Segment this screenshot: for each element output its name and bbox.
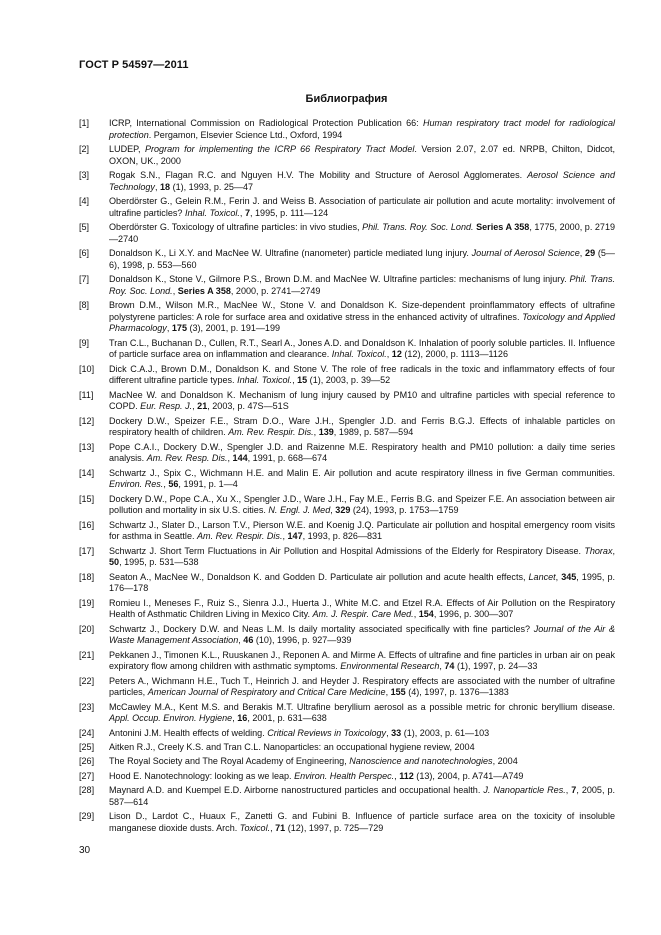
reference-segment: Romieu I., Meneses F., Ruiz S., Sienra J.J., Huerta J., White M.C. and Etzel R.A. Effects of Air Pollution on the Respiratory Health of Asthmatic Children Living in Mexico City.	[109, 597, 615, 620]
reference-segment: ,	[166, 323, 172, 334]
reference-text	[109, 785, 615, 808]
reference-number: [11]	[79, 389, 94, 400]
reference-volume: 155	[390, 687, 406, 698]
reference-segment: , 2003, p. 47S—51S	[207, 401, 289, 412]
reference-text	[109, 222, 615, 245]
reference-segment: Lison D., Lardot C., Huaux F., Zanetti G. and Fubini B. Influence of particle surface area on the toxicity of insoluble manganese dioxide dusts. Arch.	[109, 810, 615, 833]
reference-item	[79, 676, 615, 699]
reference-segment: Antonini J.M. Health effects of welding.	[109, 727, 268, 738]
reference-segment: ,	[385, 687, 391, 698]
reference-item	[79, 702, 615, 725]
reference-text	[109, 338, 615, 361]
reference-segment: (12), 2000, p. 1113—1126	[401, 349, 508, 360]
reference-segment: , 1991, p. 1—4	[178, 479, 238, 490]
reference-segment: ,	[386, 349, 392, 360]
reference-text	[109, 520, 615, 543]
reference-item	[79, 650, 615, 673]
reference-item	[79, 274, 615, 297]
reference-source: American Journal of Respiratory and Critical Care Medicine	[147, 687, 386, 698]
reference-segment: Schwartz J., Spix C., Wichmann H.E. and Malin E. Air pollution and acute respiratory illness in five German communities.	[109, 467, 615, 478]
reference-item	[79, 598, 615, 621]
reference-segment: Pope C.A.I., Dockery D.W., Spengler J.D. and Raizenne M.E. Respiratory health and PM10 pollution: a daily time series analysis.	[109, 441, 615, 464]
reference-number: [23]	[79, 701, 95, 712]
reference-source: J. Nanoparticle Res.	[483, 784, 566, 795]
reference-text	[109, 300, 615, 335]
reference-text	[109, 118, 615, 141]
reference-volume: 147	[287, 531, 303, 542]
reference-segment: McCawley M.A., Kent M.S. and Berakis M.T. Ultrafine beryllium aerosol as a possible metric for chronic beryllium disease.	[109, 701, 615, 712]
reference-segment: ,	[227, 453, 233, 464]
reference-source: Toxicol.	[239, 822, 271, 833]
reference-number: [20]	[79, 623, 95, 634]
reference-segment: (1), 1993, p. 25—47	[170, 181, 254, 192]
page-number: 30	[79, 845, 91, 856]
reference-number: [5]	[79, 222, 90, 232]
reference-text	[109, 771, 615, 783]
reference-segment: (13), 2004, p. A741—A749	[413, 770, 524, 781]
reference-volume: 154	[418, 609, 434, 620]
reference-source: Environmental Research	[340, 661, 440, 672]
reference-segment: , 1991, p. 668—674	[247, 453, 328, 464]
reference-segment: Pekkanen J., Timonen K.L., Ruuskanen J., Reponen A. and Mirme A. Effects of ultrafine and fine particles in urban air on peak expiratory flow among children with asthmatic symptoms.	[109, 649, 615, 672]
reference-segment: , 2004	[492, 756, 518, 767]
reference-item	[79, 196, 615, 219]
reference-number: [6]	[79, 248, 90, 258]
reference-segment: (1), 1997, p. 24—33	[454, 661, 538, 672]
reference-segment: , 1775, 2000, p. 2719—2740	[109, 222, 616, 244]
reference-segment: ,	[386, 727, 392, 738]
reference-source: Inhal. Toxicol.	[331, 349, 387, 360]
reference-text	[109, 811, 615, 834]
reference-volume: 29	[585, 248, 596, 258]
reference-number: [21]	[79, 649, 95, 660]
reference-segment: Dockery D.W., Speizer F.E., Stram D.O., Ware J.H., Spengler J.D. and Ferris B.G.J. Effects of inhalable particles on respiratory health of children.	[109, 415, 615, 438]
reference-source: Am. Rev. Respir. Dis.	[228, 427, 314, 438]
reference-text	[109, 650, 615, 673]
reference-segment: ,	[292, 375, 298, 386]
reference-text	[109, 742, 615, 754]
reference-segment: , 1993, p. 826—831	[302, 531, 383, 542]
reference-item	[79, 756, 615, 768]
reference-source: Program for implementing the ICRP 66 Respiratory Tract Model	[144, 144, 415, 154]
reference-volume: 50	[109, 557, 120, 568]
reference-text	[109, 390, 615, 413]
reference-segment: ,	[330, 505, 336, 516]
reference-source: Journal of Aerosol Science	[471, 248, 580, 258]
reference-source: Am. Rev. Resp. Dis.	[146, 453, 228, 464]
reference-segment: ,	[232, 713, 238, 724]
reference-segment: (10), 1996, p. 927—939	[253, 635, 352, 646]
reference-segment: ,	[413, 609, 419, 620]
reference-number: [9]	[79, 337, 90, 348]
reference-number: [17]	[79, 545, 95, 556]
reference-number: [26]	[79, 756, 95, 767]
reference-volume: 33	[391, 727, 402, 738]
reference-volume: 21	[197, 401, 208, 412]
reference-volume: 16	[237, 713, 248, 724]
reference-segment: ,	[565, 784, 572, 795]
reference-segment: Maynard A.D. and Kuempel E.D. Airborne nanostructured particles and occupational health.	[109, 784, 484, 795]
reference-source: Phil. Trans. Roy. Soc. Lond.	[109, 274, 615, 296]
reference-segment: ,	[172, 285, 178, 296]
reference-text	[109, 702, 615, 725]
reference-segment: . Version 2.07, 2.07 ed. NRPB, Chilton, Didcot, OXON, UK., 2000	[109, 144, 615, 166]
reference-segment: Tran C.L., Buchanan D., Cullen, R.T., Searl A., Jones A.D. and Donaldson K. Inhalation of poorly soluble particles. II. Influence of particle surface area on inflammation and clearance.	[109, 337, 615, 360]
reference-text	[109, 756, 615, 768]
reference-segment: ,	[612, 545, 615, 556]
reference-volume: 74	[444, 661, 455, 672]
reference-segment: , 1995, p. 111—124	[250, 207, 329, 218]
reference-segment: MacNee W. and Donaldson K. Mechanism of lung injury caused by PM10 and ultrafine particles with special reference to COPD.	[109, 389, 615, 412]
reference-segment: . Pergamon, Elsevier Science Ltd., Oxford, 1994	[148, 129, 343, 140]
reference-number: [25]	[79, 742, 95, 752]
reference-segment: Aitken R.J., Creely K.S. and Tran C.L. Nanoparticles: an occupational hygiene review, 2004	[109, 742, 475, 752]
reference-item	[79, 785, 615, 808]
reference-text	[109, 624, 615, 647]
bibliography-title: Библиография	[305, 93, 388, 105]
reference-source: Phil. Trans. Roy. Soc. Lond.	[362, 222, 474, 232]
reference-volume: Series A 358	[177, 285, 231, 296]
reference-number: [16]	[79, 519, 95, 530]
reference-segment: ICRP, International Commission on Radiological Protection Publication 66:	[109, 118, 423, 128]
reference-item	[79, 811, 615, 834]
reference-volume: 112	[399, 770, 414, 781]
reference-text	[109, 144, 615, 167]
reference-text	[109, 196, 615, 219]
reference-segment: Donaldson K., Stone V., Gilmore P.S., Brown D.M. and MacNee W. Ultrafine particles: mechanisms of lung injury.	[109, 274, 570, 284]
reference-segment: (1), 2003, p. 61—103	[401, 727, 490, 738]
reference-segment: The Royal Society and The Royal Academy of Engineering,	[109, 756, 350, 767]
reference-segment: ,	[282, 531, 288, 542]
reference-segment: ,	[579, 248, 586, 258]
reference-volume: Series A 358	[476, 222, 530, 232]
reference-segment: Seaton A., MacNee W., Donaldson K. and Godden D. Particulate air pollution and acute health effects,	[109, 571, 529, 582]
reference-source: Am. Rev. Respir. Dis.	[197, 531, 283, 542]
reference-volume: 345	[561, 571, 577, 582]
reference-segment: (1), 2003, p. 39—52	[307, 375, 391, 386]
reference-segment: (12), 1997, p. 725—729	[285, 822, 384, 833]
reference-item	[79, 118, 615, 141]
reference-source: Am. J. Respir. Care Med.	[312, 609, 414, 620]
reference-item	[79, 742, 615, 754]
reference-segment: ,	[163, 479, 169, 490]
reference-text	[109, 248, 615, 271]
reference-number: [18]	[79, 571, 95, 582]
reference-segment: LUDEP,	[109, 144, 145, 154]
reference-segment: (24), 1993, p. 1753—1759	[350, 505, 459, 516]
reference-item	[79, 624, 615, 647]
reference-text	[109, 364, 615, 387]
reference-text	[109, 468, 615, 491]
reference-segment: , 2001, p. 631—638	[247, 713, 327, 724]
reference-source: Environ. Res.	[109, 479, 164, 490]
reference-volume: 56	[168, 479, 179, 490]
reference-number: [15]	[79, 493, 95, 504]
reference-item	[79, 364, 615, 387]
reference-segment: (4), 1997, p. 1376—1383	[405, 687, 509, 698]
reference-volume: 175	[171, 323, 187, 334]
reference-text	[109, 572, 615, 595]
reference-segment: , 1989, p. 587—594	[333, 427, 414, 438]
reference-segment: ,	[555, 571, 562, 582]
reference-item	[79, 442, 615, 465]
reference-segment: Oberdörster G., Gelein R.M., Ferin J. and Weiss B. Association of particulate air pollution and acute mortality: involvement of ultrafine particles?	[109, 196, 615, 218]
reference-segment: Rogak S.N., Flagan R.C. and Nguyen H.V. The Mobility and Structure of Aerosol Agglomerates.	[109, 170, 528, 180]
reference-number: [3]	[79, 170, 90, 180]
reference-source: Human respiratory tract model for radiological protection	[109, 118, 615, 140]
reference-segment: , 2005, p. 587—614	[109, 784, 615, 807]
reference-segment: Hood E. Nanotechnology: looking as we leap.	[109, 770, 295, 781]
reference-number: [28]	[79, 784, 95, 795]
reference-number: [7]	[79, 274, 90, 284]
reference-source: Inhal. Toxicol.	[237, 375, 293, 386]
reference-number: [22]	[79, 675, 95, 686]
reference-list	[79, 118, 615, 837]
reference-item	[79, 144, 615, 167]
reference-segment: Brown D.M., Wilson M.R., MacNee W., Stone V. and Donaldson K. Size-dependent proinflammatory effects of ultrafine polystyrene particles: A role for surface area and oxidative stress in the enhanced activity of ultrafines.	[109, 300, 615, 322]
reference-number: [4]	[79, 196, 90, 206]
reference-item	[79, 494, 615, 517]
reference-segment: ,	[439, 661, 445, 672]
reference-segment: Schwartz J. Short Term Fluctuations in Air Pollution and Hospital Admissions of the Elderly for Respiratory Disease.	[109, 545, 585, 556]
reference-item	[79, 728, 615, 740]
reference-volume: 329	[335, 505, 351, 516]
reference-text	[109, 442, 615, 465]
reference-segment: Dockery D.W., Pope C.A., Xu X., Spengler J.D., Ware J.H., Fay M.E., Ferris B.G. and Speizer F.E. An association between air pollution and mortality in six U.S. cities.	[109, 493, 615, 516]
reference-item	[79, 468, 615, 491]
reference-text	[109, 546, 615, 569]
reference-segment: Dick C.A.J., Brown D.M., Donaldson K. and Stone V. The role of free radicals in the toxic and inflammatory effects of four different ultrafine particle types.	[109, 363, 615, 386]
reference-source: Toxicology and Applied Pharmacology	[109, 311, 615, 334]
reference-number: [27]	[79, 770, 95, 781]
reference-item	[79, 390, 615, 413]
reference-item	[79, 416, 615, 439]
reference-segment: Peters A., Wichmann H.E., Tuch T., Heinrich J. and Heyder J. Respiratory effects are associated with the number of ultrafine particles,	[109, 675, 615, 698]
reference-segment: ,	[192, 401, 198, 412]
reference-item	[79, 338, 615, 361]
reference-volume: 7	[571, 784, 577, 795]
reference-number: [19]	[79, 597, 95, 608]
reference-segment: ,	[313, 427, 319, 438]
reference-item	[79, 572, 615, 595]
reference-number: [1]	[79, 118, 90, 128]
reference-number: [10]	[79, 363, 95, 374]
reference-segment: Oberdörster G. Toxicology of ultrafine particles: in vivo studies,	[109, 222, 363, 232]
reference-text	[109, 676, 615, 699]
reference-source: Critical Reviews in Toxicology	[267, 727, 387, 738]
reference-volume: 144	[232, 453, 248, 464]
reference-source: Journal of the Air & Waste Management Association	[109, 623, 615, 646]
reference-item	[79, 300, 615, 335]
reference-number: [14]	[79, 467, 95, 478]
reference-segment: ,	[154, 181, 160, 192]
reference-number: [29]	[79, 810, 95, 821]
document-header: ГОСТ Р 54597—2011	[79, 59, 189, 71]
reference-source: Eur. Resp. J.	[140, 401, 193, 412]
reference-segment: ,	[238, 635, 244, 646]
reference-volume: 18	[159, 181, 171, 192]
reference-segment: ,	[239, 207, 245, 218]
reference-text	[109, 416, 615, 439]
reference-source: Appl. Occup. Environ. Hygiene	[109, 713, 233, 724]
reference-source: Nanoscience and nanotechnologies	[349, 756, 493, 767]
reference-volume: 46	[243, 635, 254, 646]
reference-number: [13]	[79, 441, 95, 452]
reference-segment: , 1995, p. 531—538	[119, 557, 199, 568]
reference-source: N. Engl. J. Med	[268, 505, 331, 516]
reference-segment: (3), 2001, p. 191—199	[186, 323, 281, 334]
reference-text	[109, 598, 615, 621]
reference-item	[79, 170, 615, 193]
reference-source: Lancet	[528, 571, 556, 582]
reference-source: Thorax	[584, 545, 613, 556]
reference-segment: , 1996, p. 300—307	[433, 609, 514, 620]
reference-text	[109, 728, 615, 740]
reference-segment: , 2000, p. 2741—2749	[230, 285, 321, 296]
reference-number: [12]	[79, 415, 95, 426]
reference-text	[109, 170, 615, 193]
reference-volume: 7	[244, 207, 250, 218]
reference-volume: 12	[391, 349, 402, 360]
reference-segment: (5—6), 1998, p. 553—560	[109, 248, 615, 270]
reference-source: Environ. Health Perspec.	[294, 770, 395, 781]
reference-segment: ,	[270, 822, 276, 833]
reference-item	[79, 771, 615, 783]
reference-text	[109, 274, 615, 297]
reference-segment: Schwartz J., Dockery D.W. and Neas L.M. Is daily mortality associated specifically with fine particles?	[109, 623, 534, 634]
reference-item	[79, 546, 615, 569]
reference-number: [8]	[79, 300, 90, 310]
reference-source: Aerosol Science and Technology	[109, 170, 615, 192]
reference-segment: , 1995, p. 176—178	[109, 571, 615, 594]
reference-segment: Schwartz J., Slater D., Larson T.V., Pierson W.E. and Koenig J.Q. Particulate air pollution and hospital emergency room visits for asthma in Seattle.	[109, 519, 615, 542]
reference-segment: ,	[394, 770, 400, 781]
reference-segment: Donaldson K., Li X.Y. and MacNee W. Ultrafine (nanometer) particle mediated lung injury.	[109, 248, 472, 258]
reference-item	[79, 520, 615, 543]
reference-number: [2]	[79, 144, 90, 154]
reference-volume: 139	[318, 427, 334, 438]
reference-text	[109, 494, 615, 517]
reference-item	[79, 248, 615, 271]
reference-item	[79, 222, 615, 245]
reference-volume: 71	[275, 822, 286, 833]
reference-volume: 15	[297, 375, 308, 386]
reference-source: Inhal. Toxicol.	[184, 207, 240, 218]
reference-number: [24]	[79, 727, 95, 738]
